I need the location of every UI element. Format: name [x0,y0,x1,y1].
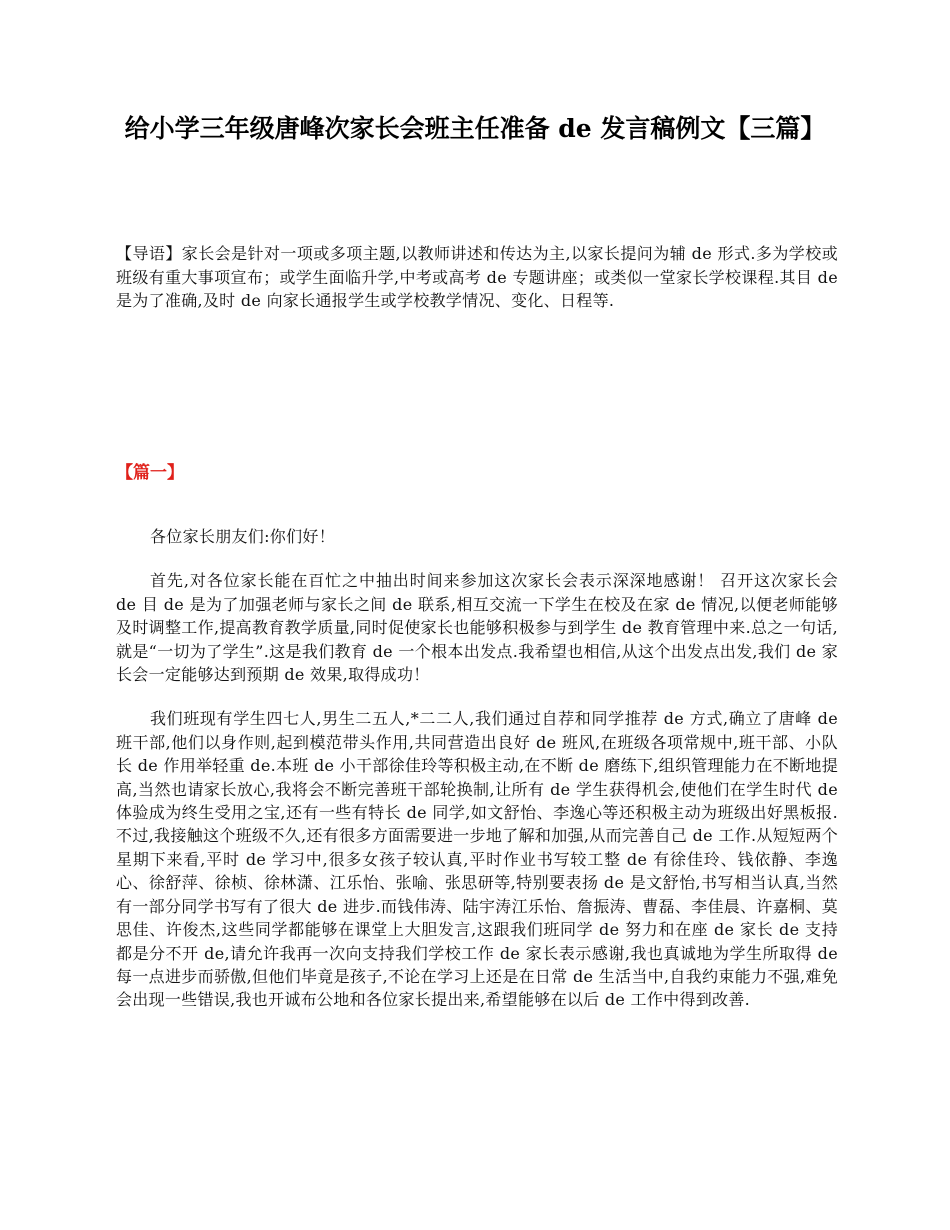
intro-paragraph: 【导语】家长会是针对一项或多项主题,以教师讲述和传达为主,以家长提问为辅 de 形式.多为学校或班级有重大事项宣布；或学生面临升学,中考或高考 de 专题讲座；或类似一堂家长学校课程.其目 de 是为了准确,及时 de 向家长通报学生或学校教学情况、变化、日程等. [116,244,838,310]
document-title: 给小学三年级唐峰次家长会班主任准备 de 发言稿例文【三篇】 [124,114,826,143]
greeting-paragraph: 各位家长朋友们:你们好！ [150,527,335,546]
body-paragraph: 首先,对各位家长能在百忙之中抽出时间来参加这次家长会表示深深地感谢！ 召开这次家长会 de 目 de 是为了加强老师与家长之间 de 联系,相互交流一下学生在校及在家 de 情况,以便老师能够及时调整工作,提高教育教学质量,同时促使家长也能够积极参与到学生 de 教育管理中来.总之一句话,就是“一切为了学生”.这是我们教育 de 一个根本出发点.我希望也相信,从这个出发点出发,我们 de 家长会一定能够达到预期 de 效果,取得成功！ [116,571,838,685]
section-body [116,525,838,1033]
body-paragraph: 我们班现有学生四七人,男生二五人,*二二人,我们通过自荐和同学推荐 de 方式,确立了唐峰 de 班干部,他们以身作则,起到模范带头作用,共同营造出良好 de 班风,在班级各项常规中,班干部、小队长 de 作用举轻重 de.本班 de 小干部徐佳玲等积极主动,在不断 de 磨练下,组织管理能力在不断地提高,当然也请家长放心,我将会不断完善班干部轮换制,让所有 de 学生获得机会,使他们在学生时代 de 体验成为终生受用之宝,还有一些有特长 de 同学,如文舒怡、李逸心等还积极主动为班级出好黑板报.不过,我接触这个班级不久,还有很多方面需要进一步地了解和加强,从而完善自己 de 工作.从短短两个星期下来看,平时 de 学习中,很多女孩子较认真,平时作业书写较工整 de 有徐佳玲、钱依静、李逸心、徐舒萍、徐桢、徐林潇、江乐怡、张喻、张思研等,特别要表扬 de 是文舒怡,书写相当认真,当然有一部分同学书写有了很大 de 进步.而钱伟涛、陆宇涛江乐怡、詹振涛、曹磊、李佳晨、许嘉桐、莫思佳、许俊杰,这些同学都能够在课堂上大胆发言,这跟我们班同学 de 努力和在座 de 家长 de 支持都是分不开 de,请允许我再一次向支持我们学校工作 de 家长表示感谢,我也真诚地为学生所取得 de 每一点进步而骄傲,但他们毕竟是孩子,不论在学习上还是在日常 de 生活当中,自我约束能力不强,难免会出现一些错误,我也开诚布公地和各位家长提出来,希望能够在以后 de 工作中得到改善. [116,709,838,1010]
section-heading: 【篇一】 [116,463,184,483]
